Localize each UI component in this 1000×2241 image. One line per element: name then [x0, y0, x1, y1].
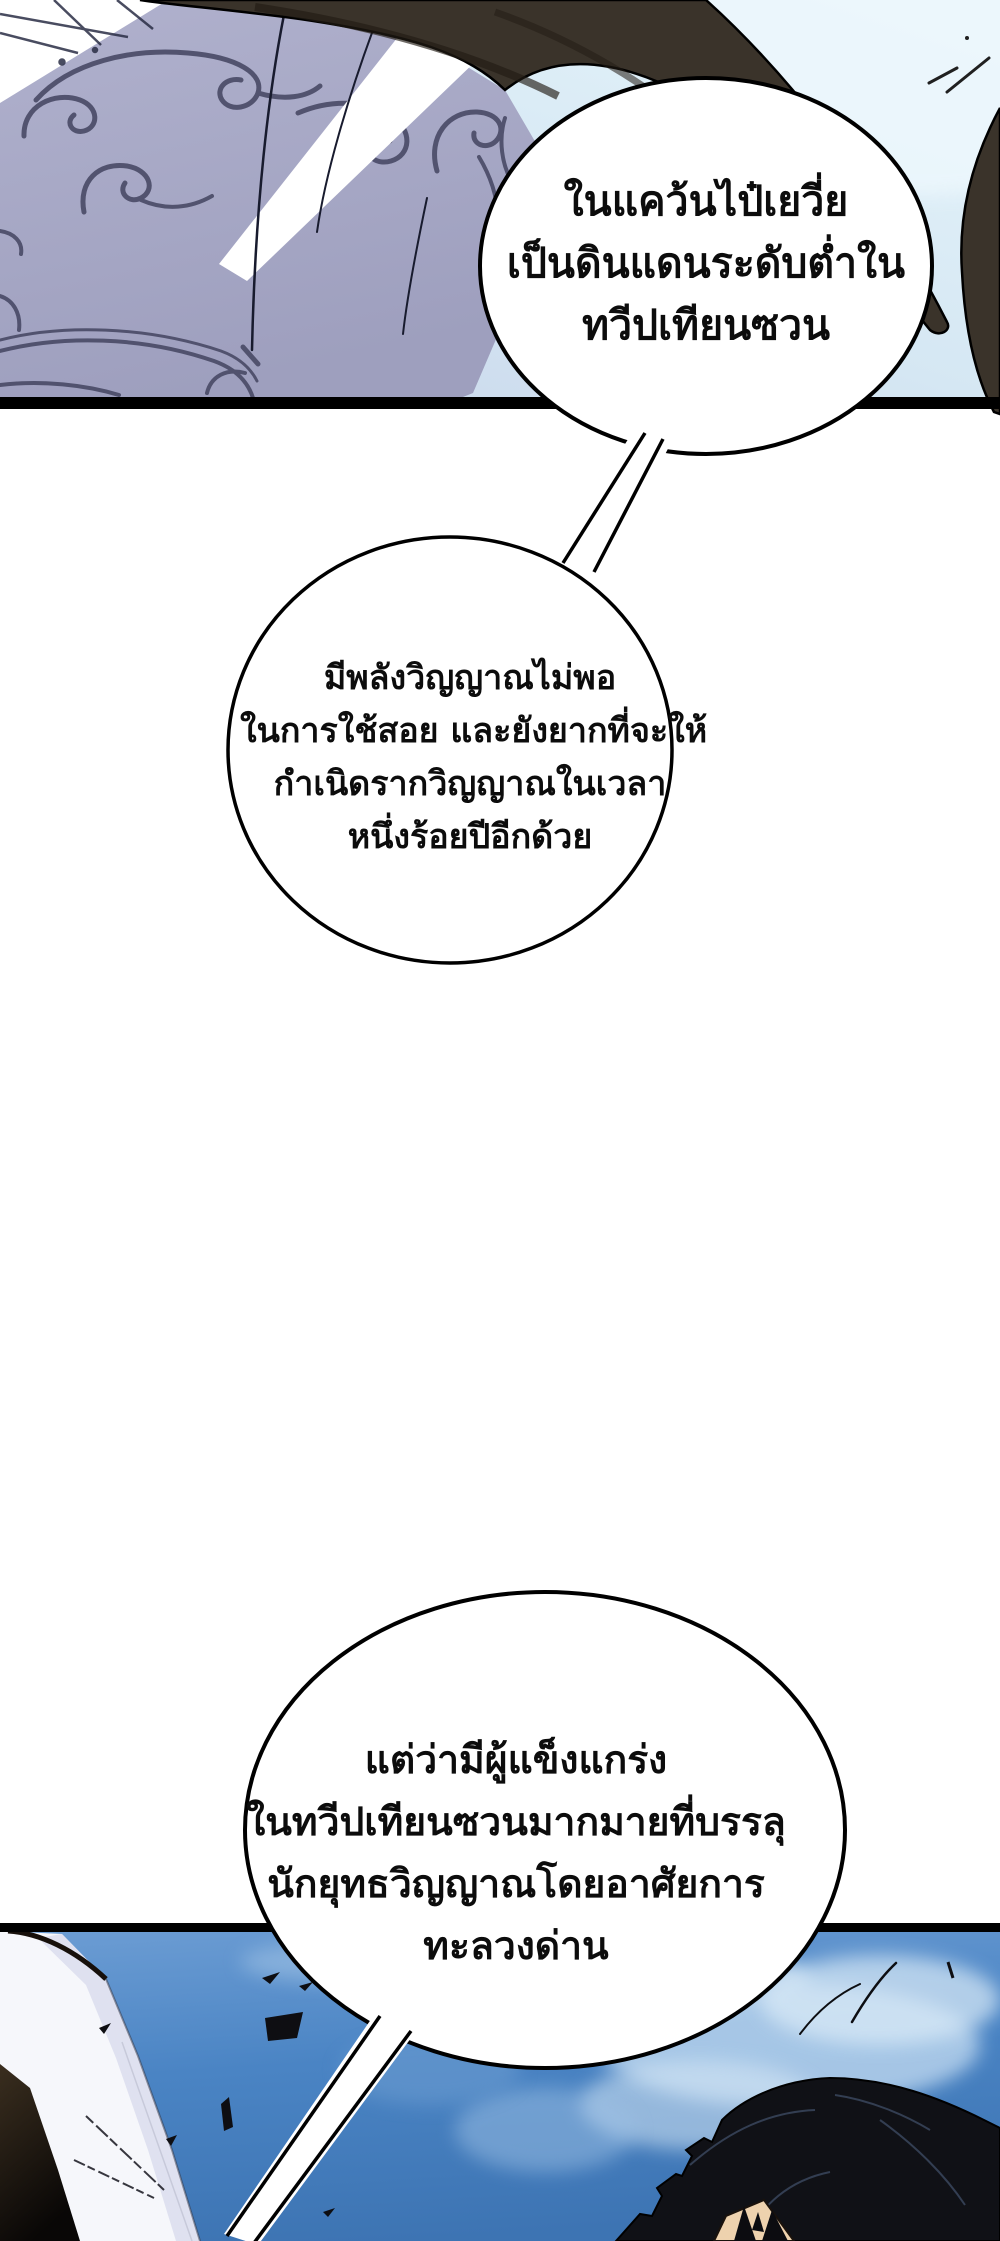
- bubble-3-line-2: ในทวีปเทียนซวนมากมายที่บรรลุ: [246, 1800, 786, 1845]
- speech-bubble-3-text: [226, 1730, 806, 1978]
- bubble-3-line-4: ทะลวงด่าน: [423, 1924, 609, 1969]
- bubble-3-line-1: แต่ว่ามีผู้แข็งแกร่ง: [364, 1738, 668, 1783]
- bubble-2-line-3: กำเนิดรากวิญญาณในเวลา: [273, 764, 667, 804]
- bubble-2-line-1: มีพลังวิญญาณไม่พอ: [323, 658, 617, 698]
- bubble-2-line-2: ในการใช้สอย และยังยากที่จะให้: [240, 711, 708, 751]
- bubble-3-line-3: นักยุทธวิญญาณโดยอาศัยการ: [267, 1862, 765, 1907]
- speech-bubble-1-tail: [552, 425, 672, 580]
- bubble-1-line-3: ทวีปเทียนซวน: [581, 301, 831, 349]
- bubble-1-line-2: เป็นดินแดนระดับต่ำใน: [506, 239, 906, 287]
- bubble-2-line-4: หนึ่งร้อยปีอีกด้วย: [347, 817, 593, 857]
- speech-bubble-2-text: [240, 652, 708, 864]
- bubble-1-line-1: ในแคว้นไป๋เยวี่ย: [563, 177, 849, 225]
- speech-bubble-1-text: [446, 170, 966, 356]
